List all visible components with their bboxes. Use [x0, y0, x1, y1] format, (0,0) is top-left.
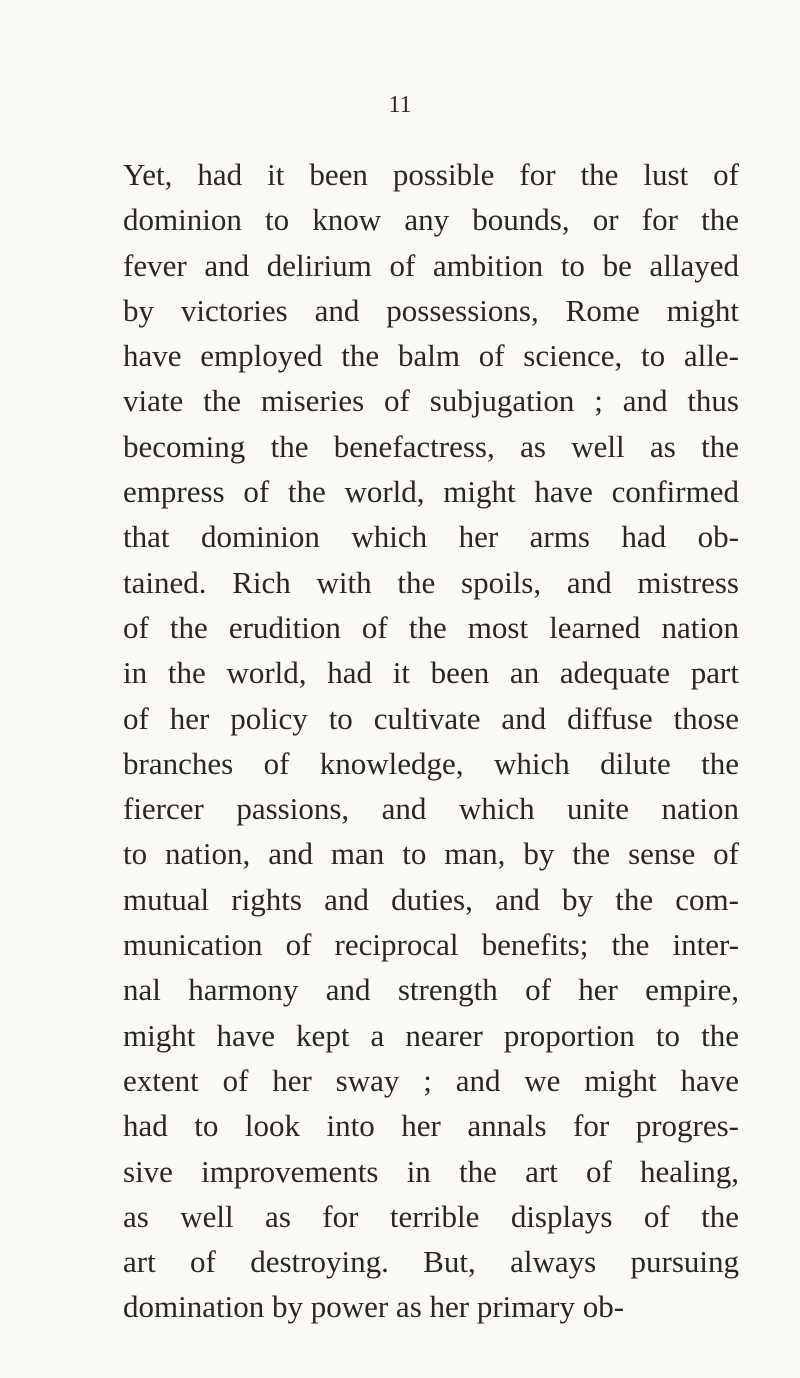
text-line: dominion to know any bounds, or for the [123, 202, 739, 238]
text-line: fiercer passions, and which unite nation [123, 791, 739, 827]
text-line: art of destroying. But, always pursuing [123, 1244, 739, 1280]
text-line: munication of reciprocal benefits; the inter- [123, 927, 739, 963]
text-line: by victories and possessions, Rome might [123, 292, 739, 328]
text-line: viate the miseries of subjugation ; and thus [123, 383, 739, 419]
body-text [123, 152, 739, 1330]
text-line: empress of the world, might have confirmed [123, 474, 739, 510]
text-line: tained. Rich with the spoils, and mistress [123, 564, 739, 600]
text-line: in the world, had it been an adequate part [123, 655, 739, 691]
text-line: sive improvements in the art of healing, [123, 1153, 739, 1189]
text-line: Yet, had it been possible for the lust of [123, 157, 739, 192]
text-line: might have kept a nearer proportion to the [123, 1017, 739, 1053]
text-line: fever and delirium of ambition to be allayed [123, 247, 739, 283]
page-number: 11 [388, 92, 412, 118]
text-line: to nation, and man to man, by the sense of [123, 836, 739, 872]
text-line: extent of her sway ; and we might have [123, 1062, 739, 1098]
text-line: nal harmony and strength of her empire, [123, 972, 739, 1008]
text-line: of her policy to cultivate and diffuse those [123, 700, 739, 736]
text-line: of the erudition of the most learned nation [123, 609, 739, 645]
text-line: mutual rights and duties, and by the com- [123, 881, 739, 917]
text-line: have employed the balm of science, to alle- [123, 338, 739, 374]
text-line: domination by power as her primary ob- [123, 1289, 625, 1325]
text-line: as well as for terrible displays of the [123, 1198, 739, 1234]
text-line: that dominion which her arms had ob- [123, 519, 739, 555]
text-line: becoming the benefactress, as well as the [123, 428, 739, 464]
text-line: branches of knowledge, which dilute the [123, 745, 739, 781]
text-line: had to look into her annals for progres- [123, 1108, 739, 1144]
